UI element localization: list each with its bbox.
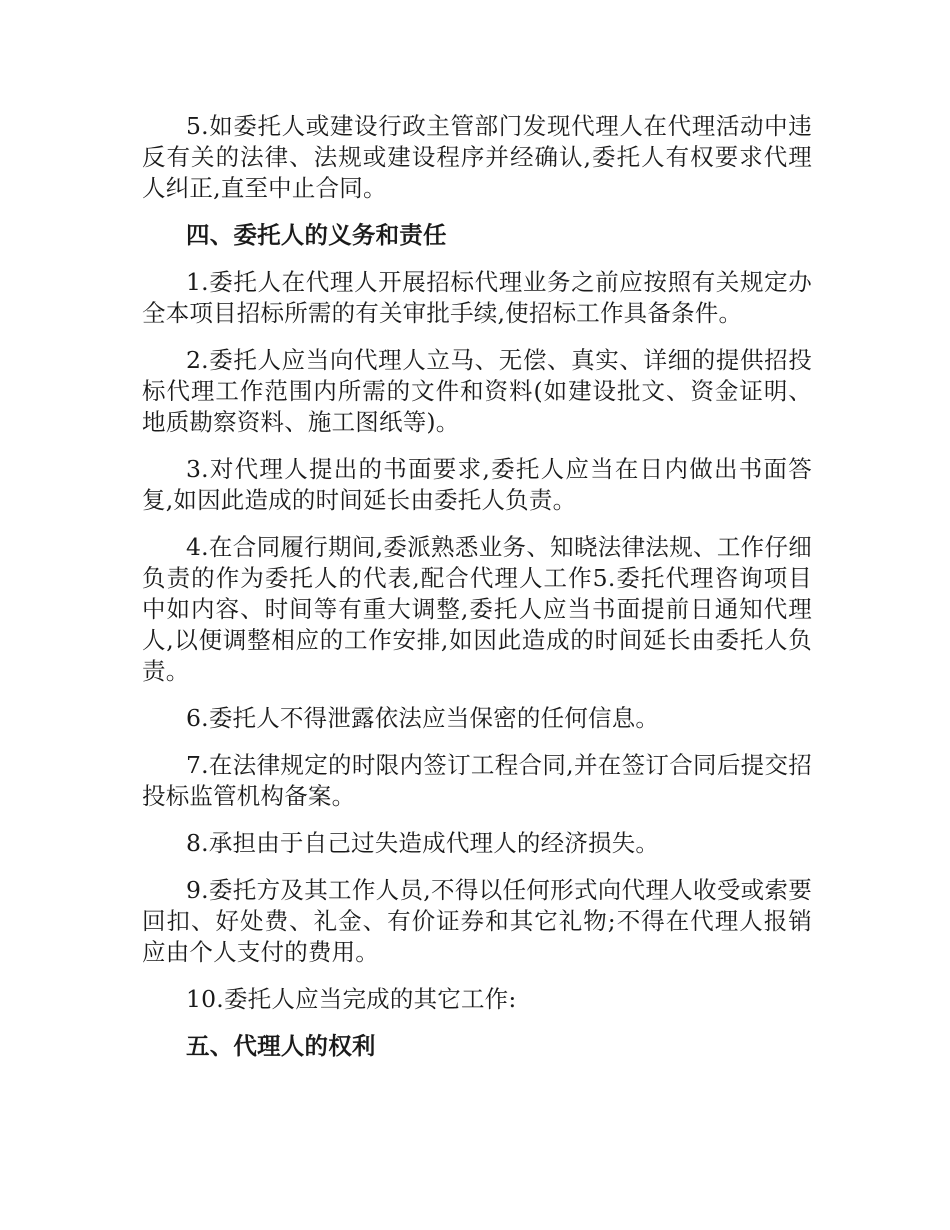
clause-4-8: 8.承担由于自己过失造成代理人的经济损失。 bbox=[186, 829, 660, 857]
clause-3-5: 5.如委托人或建设行政主管部门发现代理人在代理活动中违反有关的法律、法规或建设程序并经确认,委托人有权要求代理人纠正,直至中止合同。 bbox=[142, 112, 812, 202]
clause-4-9: 9.委托方及其工作人员,不得以任何形式向代理人收受或索要回扣、好处费、礼金、有价证券和其它礼物;不得在代理人报销应由个人支付的费用。 bbox=[142, 876, 812, 966]
clause-4-6: 6.委托人不得泄露依法应当保密的任何信息。 bbox=[186, 704, 660, 732]
clause-4-1: 1.委托人在代理人开展招标代理业务之前应按照有关规定办全本项目招标所需的有关审批手续,使招标工作具备条件。 bbox=[142, 268, 812, 327]
clause-4-7: 7.在法律规定的时限内签订工程合同,并在签订合同后提交招投标监管机构备案。 bbox=[142, 751, 812, 810]
clause-4-3: 3.对代理人提出的书面要求,委托人应当在日内做出书面答复,如因此造成的时间延长由委托人负责。 bbox=[142, 455, 812, 514]
clause-4-4: 4.在合同履行期间,委派熟悉业务、知晓法律法规、工作仔细负责的作为委托人的代表,配合代理人工作5.委托代理咨询项目中如内容、时间等有重大调整,委托人应当书面提前日通知代理人,以便调整相应的工作安排,如因此造成的时间延长由委托人负责。 bbox=[142, 533, 812, 685]
section-heading-5: 五、代理人的权利 bbox=[186, 1032, 376, 1060]
clause-4-10: 10.委托人应当完成的其它工作: bbox=[186, 985, 517, 1013]
document-body bbox=[142, 111, 812, 1078]
section-heading-4: 四、委托人的义务和责任 bbox=[186, 221, 447, 249]
clause-4-2: 2.委托人应当向代理人立马、无偿、真实、详细的提供招投标代理工作范围内所需的文件和资料(如建设批文、资金证明、地质勘察资料、施工图纸等)。 bbox=[142, 346, 812, 436]
